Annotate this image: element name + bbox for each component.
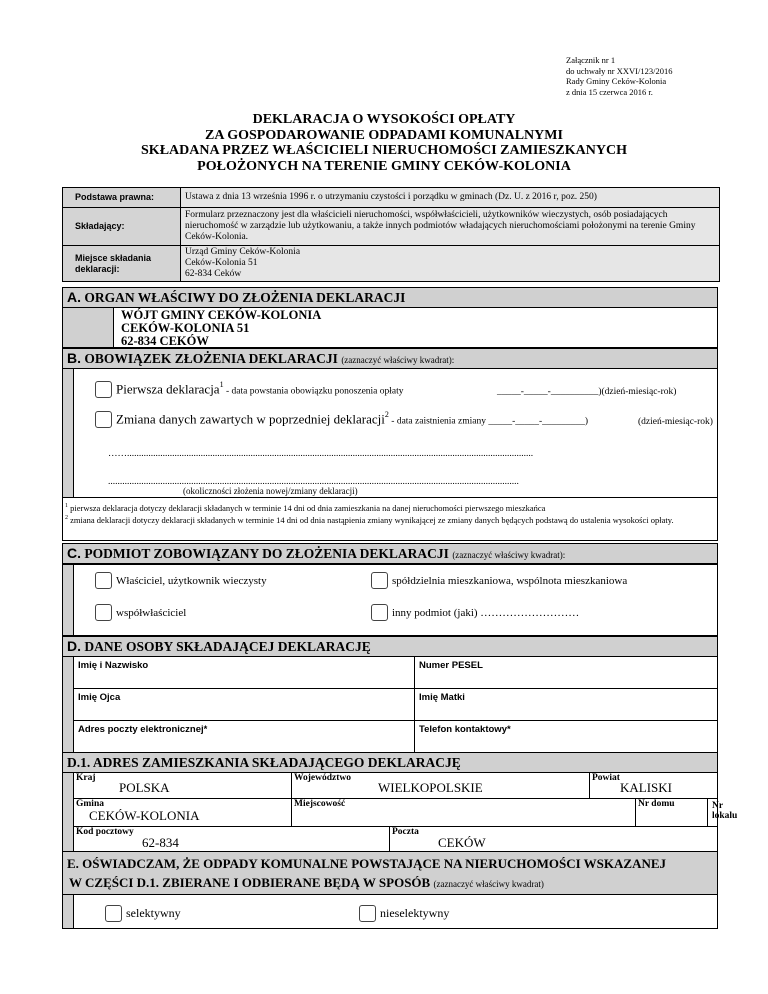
co-owner-option[interactable] — [95, 603, 186, 621]
title-line: DEKLARACJA O WYSOKOŚCI OPŁATY — [252, 112, 516, 127]
cooperative-label: spółdzielnia mieszkaniowa, wspólnota mieszkaniowa — [392, 575, 628, 587]
change-declaration-option[interactable] — [95, 410, 588, 428]
commune-field[interactable] — [73, 798, 292, 827]
section-e-line-1: E. OŚWIADCZAM, ŻE ODPADY KOMUNALNE POWSTAJĄCE NA NIERUCHOMOŚCI WSKAZANEJ — [67, 856, 667, 871]
selective-option[interactable] — [105, 904, 181, 922]
section-c-header — [62, 543, 718, 564]
section-title: PODMIOT ZOBOWIĄZANY DO ZŁOŻENIA DEKLARACJI — [84, 546, 449, 561]
annex-line: do uchwały nr XXVI/123/2016 — [566, 65, 673, 76]
circumstances-caption: (okoliczności złożenia nowej/zmiany deklaracji) — [183, 486, 358, 496]
section-note: (zaznaczyć właściwy kwadrat): — [341, 355, 455, 365]
footnotes — [65, 501, 705, 526]
section-a-header — [62, 287, 718, 308]
section-e-line-2 — [67, 873, 717, 894]
section-margin — [63, 308, 114, 347]
voivodeship-field[interactable] — [291, 772, 590, 799]
authority-line: 62-834 CEKÓW — [121, 334, 209, 348]
authority-address — [121, 309, 321, 348]
section-c-body — [62, 564, 718, 636]
section-letter: A. — [67, 289, 81, 305]
owner-option[interactable] — [95, 571, 267, 589]
title-line: ZA GOSPODAROWANIE ODPADAMI KOMUNALNYMI — [205, 127, 563, 143]
footnote-mark: 2 — [384, 410, 389, 419]
section-margin — [63, 895, 74, 928]
footnote-2 — [65, 513, 705, 525]
first-declaration-date[interactable]: _____-_____-__________)(dzień-miesiąc-rok) — [497, 387, 677, 397]
other-entity-label: inny podmiot (jaki) ……………………… — [392, 607, 580, 619]
pesel-field[interactable]: Numer PESEL — [414, 656, 718, 689]
annex-line: Załącznik nr 1 — [566, 55, 616, 65]
section-note: (zaznaczyć właściwy kwadrat) — [433, 879, 544, 889]
basis-value: Ustawa z dnia 13 września 1996 r. o utrzymaniu czystości i porządku w gminach (Dz. U. z 2016 r, poz. 250) — [181, 188, 720, 208]
commune-label: Gmina — [76, 799, 104, 809]
annex-note — [566, 55, 672, 97]
authority-line: WÓJT GMINY CEKÓW-KOLONIA — [121, 308, 322, 322]
flat-number-label: Nr lokalu — [712, 801, 738, 821]
country-value: POLSKA — [119, 780, 170, 795]
annex-line: Rady Gminy Ceków-Kolonia — [566, 76, 667, 86]
section-note: (zaznaczyć właściwy kwadrat): — [452, 550, 566, 560]
section-letter: D. — [67, 638, 81, 654]
section-title: D.1. ADRES ZAMIESZKANIA SKŁADAJĄCEGO DEKLARACJĘ — [67, 755, 461, 770]
selective-checkbox[interactable] — [105, 905, 122, 922]
place-label: Miejsce składania deklaracji: — [63, 246, 181, 282]
owner-label: Właściciel, użytkownik wieczysty — [116, 575, 267, 587]
non-selective-option[interactable] — [359, 904, 449, 922]
place-line: Urząd Gminy Ceków-Kolonia — [185, 247, 301, 257]
selective-label: selektywny — [126, 906, 181, 920]
house-number-field[interactable]: Nr domu — [635, 798, 708, 827]
section-d1-header — [62, 752, 718, 773]
circumstances-line-2[interactable]: ............................................................................................................................................................................. — [108, 477, 519, 487]
commune-value: CEKÓW-KOLONIA — [89, 808, 200, 823]
mother-name-field[interactable]: Imię Matki — [414, 688, 718, 721]
locality-field[interactable]: Miejscowość — [291, 798, 636, 827]
post-office-label: Poczta — [392, 827, 419, 837]
post-office-field[interactable] — [389, 826, 718, 853]
section-e-header — [62, 851, 718, 895]
post-office-value: CEKÓW — [438, 835, 486, 850]
submitter-label: Składający: — [63, 208, 181, 246]
other-entity-option[interactable] — [371, 603, 579, 621]
section-b-body — [62, 368, 718, 498]
info-table — [62, 187, 720, 282]
country-label: Kraj — [76, 773, 96, 783]
place-line: Ceków-Kolonia 51 — [185, 258, 258, 268]
footnote-mark: 1 — [65, 503, 68, 509]
county-label: Powiat — [592, 773, 620, 783]
section-title: OBOWIĄZEK ZŁOŻENIA DEKLARACJI — [84, 351, 338, 366]
section-letter: C. — [67, 545, 81, 561]
section-d-body — [62, 656, 718, 753]
voivodeship-value: WIELKOPOLSKIE — [378, 780, 483, 795]
change-declaration-label: Zmiana danych zawartych w poprzedniej deklaracji — [116, 411, 385, 427]
first-declaration-desc: - data powstania obowiązku ponoszenia opłaty — [223, 386, 404, 397]
section-b-header — [62, 348, 718, 369]
document-title — [0, 112, 768, 174]
submitter-value: Formularz przeznaczony jest dla właścicieli nieruchomości, współwłaścicieli, użytkowników wieczystych, osób posiadających nieruchomość w zarządzie lub użytkowaniu, a także innych podmiotów władających nieruchomościami położonymi na terenie Gminy Ceków-Kolonia. — [181, 208, 720, 246]
section-margin — [63, 369, 74, 497]
footnote-1 — [65, 501, 705, 513]
other-entity-checkbox[interactable] — [371, 604, 388, 621]
section-e-body — [62, 894, 718, 929]
place-line: 62-834 Ceków — [185, 269, 242, 279]
section-b-footnotes — [62, 497, 718, 541]
county-field[interactable] — [589, 772, 718, 799]
non-selective-checkbox[interactable] — [359, 905, 376, 922]
non-selective-label: nieselektywny — [380, 906, 450, 920]
place-value — [181, 246, 720, 282]
section-title: W CZĘŚCI D.1. ZBIERANE I ODBIERANE BĘDĄ W SPOSÓB — [69, 875, 431, 890]
voivodeship-label: Województwo — [294, 773, 351, 783]
change-declaration-desc: - data zaistnienia zmiany _____-_____-_________) — [388, 416, 589, 427]
circumstances-line-1[interactable]: ……........................................................................................................................................................................... — [108, 449, 534, 459]
co-owner-label: współwłaściciel — [116, 607, 187, 619]
authority-line: CEKÓW-KOLONIA 51 — [121, 321, 250, 335]
cooperative-option[interactable] — [371, 571, 627, 589]
basis-label: Podstawa prawna: — [63, 188, 181, 208]
section-a-body — [62, 307, 718, 348]
county-value: KALISKI — [620, 780, 672, 795]
postcode-value: 62-834 — [142, 835, 179, 850]
phone-field[interactable]: Telefon kontaktowy* — [414, 720, 718, 753]
annex-line: z dnia 15 czerwca 2016 r. — [566, 86, 653, 97]
name-field[interactable]: Imię i Nazwisko — [73, 656, 415, 689]
email-field[interactable]: Adres poczty elektronicznej* — [73, 720, 415, 753]
first-declaration-label: Pierwsza deklaracja — [116, 381, 220, 397]
footnote-text: pierwsza deklaracja dotyczy deklaracji składanych w terminie 14 dni od dnia zamieszkania na danej nieruchomości pierwszego mieszkańca — [70, 502, 546, 513]
footnote-text: zmiana deklaracji dotyczy deklaracji składanych w terminie 14 dni od dnia nastąpienia zmiany wynikającej ze zmiany danych będących podstawą do ustalenia wysokości opłaty. — [70, 515, 674, 526]
section-d1-body — [62, 772, 738, 852]
change-declaration-checkbox[interactable] — [95, 411, 112, 428]
co-owner-checkbox[interactable] — [95, 604, 112, 621]
section-d-header — [62, 636, 718, 657]
footnote-mark: 2 — [65, 515, 68, 522]
father-name-field[interactable]: Imię Ojca — [73, 688, 415, 721]
postcode-label: Kod pocztowy — [76, 827, 134, 837]
first-declaration-checkbox[interactable] — [95, 381, 112, 398]
owner-checkbox[interactable] — [95, 572, 112, 589]
postcode-field[interactable] — [73, 826, 390, 853]
change-declaration-date[interactable]: (dzień-miesiąc-rok) — [638, 417, 713, 427]
footnote-mark: 1 — [219, 380, 224, 389]
section-margin — [63, 565, 74, 635]
country-field[interactable] — [73, 772, 292, 799]
section-title: ORGAN WŁAŚCIWY DO ZŁOŻENIA DEKLARACJI — [84, 290, 406, 305]
cooperative-checkbox[interactable] — [371, 572, 388, 589]
first-declaration-option[interactable] — [95, 380, 404, 398]
section-letter: B. — [67, 350, 81, 366]
title-line: SKŁADANA PRZEZ WŁAŚCICIELI NIERUCHOMOŚCI ZAMIESZKANYCH — [141, 143, 627, 158]
title-line: POŁOŻONYCH NA TERENIE GMINY CEKÓW-KOLONIA — [197, 158, 571, 174]
section-title: DANE OSOBY SKŁADAJĄCEJ DEKLARACJĘ — [84, 639, 371, 654]
